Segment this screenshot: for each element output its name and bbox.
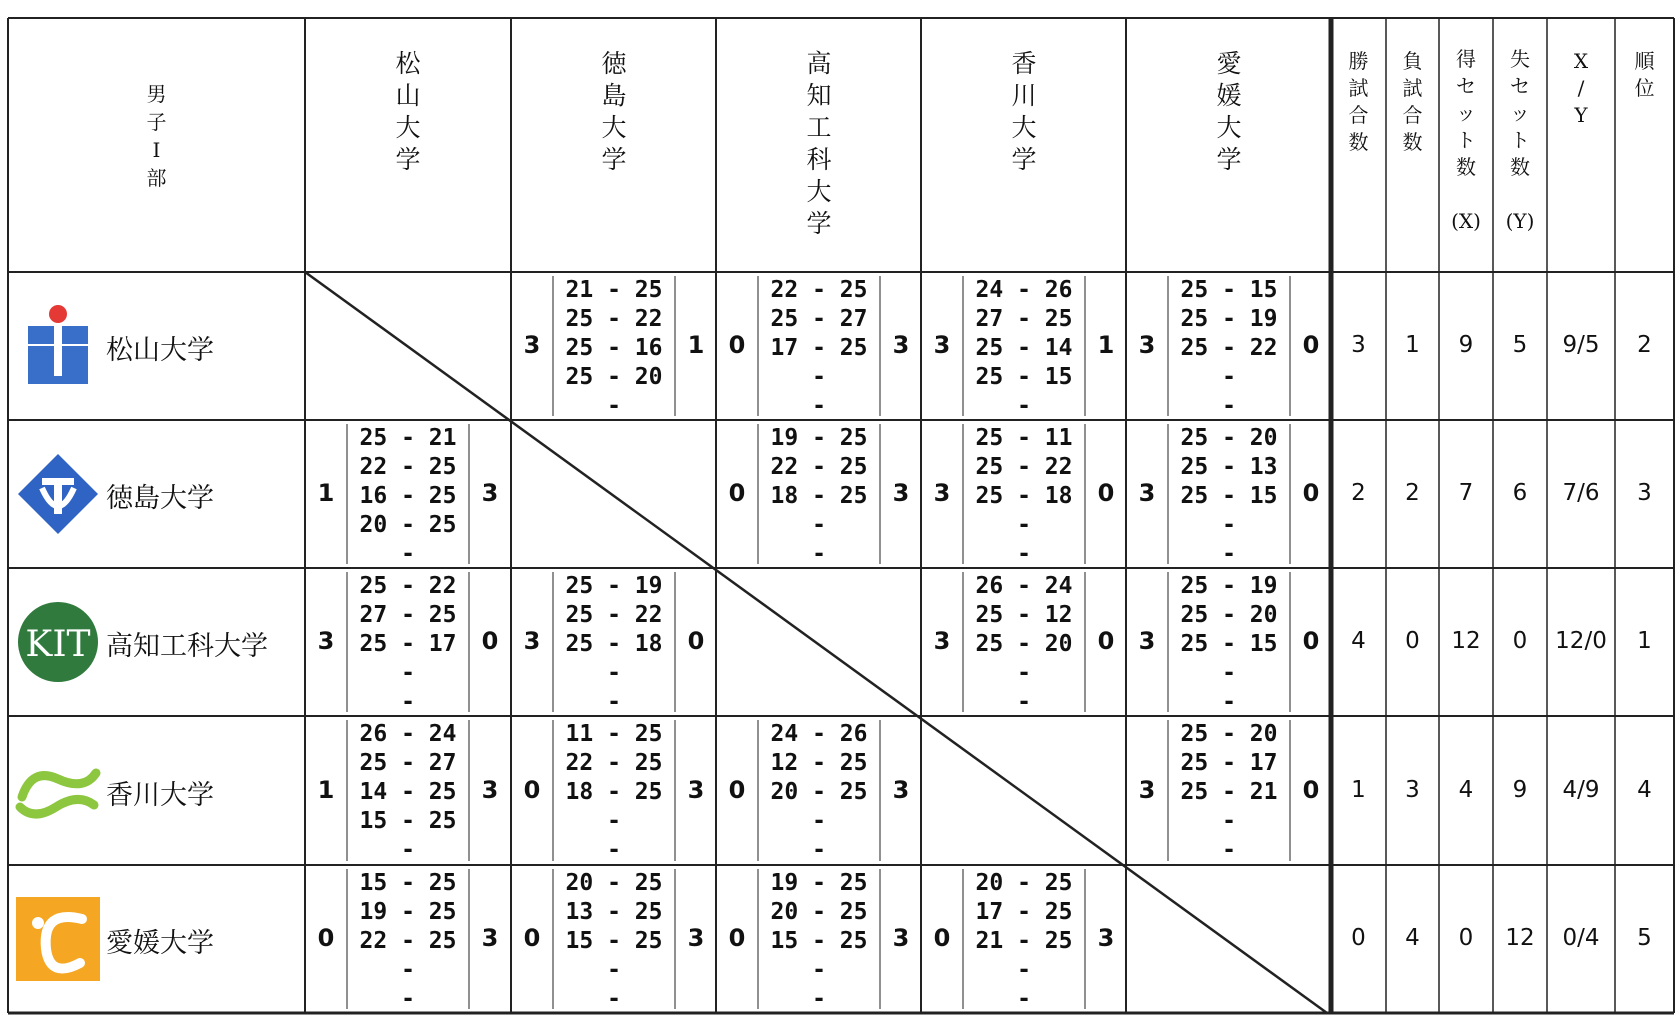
set-score: 25 - 22 <box>565 306 663 332</box>
score-right: 1 <box>1097 331 1115 359</box>
set-score: 25 - 13 <box>1180 454 1278 480</box>
set-score: 25 - 19 <box>1180 573 1278 599</box>
set-score: 25 - 19 <box>1180 306 1278 332</box>
set-score: 25 - 11 <box>975 425 1073 451</box>
score-left: 0 <box>933 924 951 952</box>
stat-value-5: 4 <box>1637 776 1652 803</box>
set-score: 12 - 25 <box>770 750 868 776</box>
stat-value-5: 3 <box>1637 480 1652 506</box>
set-score: 21 - 25 <box>975 928 1073 954</box>
score-left: 3 <box>933 479 951 507</box>
set-score: - <box>401 986 415 1012</box>
set-score: 26 - 24 <box>359 721 457 747</box>
set-score: - <box>1222 541 1236 567</box>
set-score: 17 - 25 <box>770 335 868 361</box>
set-score: 25 - 21 <box>359 425 457 451</box>
score-right: 3 <box>892 775 910 804</box>
set-score: 20 - 25 <box>975 870 1073 896</box>
set-score: 25 - 17 <box>359 631 457 657</box>
set-score: - <box>607 689 621 715</box>
set-score: 25 - 20 <box>1180 425 1278 451</box>
score-right: 0 <box>481 627 499 655</box>
set-score: - <box>812 837 826 863</box>
row-team-name: 徳島大学 <box>106 483 214 514</box>
score-left: 3 <box>317 627 335 655</box>
set-score: 27 - 25 <box>975 306 1073 332</box>
set-score: 21 - 25 <box>565 277 663 303</box>
score-right: 3 <box>481 775 499 804</box>
set-score: 20 - 25 <box>565 870 663 896</box>
stat-value-5: 1 <box>1637 628 1652 654</box>
set-score: 18 - 25 <box>770 483 868 509</box>
set-score: 22 - 25 <box>359 454 457 480</box>
stat-header-1: 負 試 合 数 <box>1402 49 1423 154</box>
set-score: - <box>1222 808 1236 834</box>
set-score: - <box>1017 512 1031 538</box>
set-score: - <box>1017 689 1031 715</box>
set-score: - <box>607 808 621 834</box>
set-score: 25 - 21 <box>1180 779 1278 805</box>
set-score: - <box>812 957 826 983</box>
score-left: 0 <box>728 331 746 359</box>
set-score: - <box>401 541 415 567</box>
score-right: 3 <box>481 924 499 952</box>
set-score: 15 - 25 <box>359 870 457 896</box>
score-left: 3 <box>1138 331 1156 359</box>
kochi-tech-logo <box>12 596 104 688</box>
set-score: 27 - 25 <box>359 602 457 628</box>
stat-value-2: 12 <box>1451 628 1481 654</box>
set-score: - <box>607 986 621 1012</box>
set-score: - <box>401 660 415 686</box>
set-score: - <box>1222 512 1236 538</box>
row-team-name: 高知工科大学 <box>106 631 268 662</box>
score-left: 0 <box>317 924 335 952</box>
stat-value-4: 9/5 <box>1562 332 1600 358</box>
set-score: - <box>1017 393 1031 419</box>
set-score: 25 - 16 <box>565 335 663 361</box>
stat-value-0: 4 <box>1351 628 1366 654</box>
set-score: 22 - 25 <box>770 277 868 303</box>
set-score: 19 - 25 <box>770 425 868 451</box>
score-right: 0 <box>1302 775 1320 804</box>
set-score: 25 - 17 <box>1180 750 1278 776</box>
set-score: 25 - 20 <box>975 631 1073 657</box>
division-label: 男 子 I 部 <box>146 82 167 190</box>
row-team-name: 香川大学 <box>106 779 214 811</box>
set-score: - <box>812 393 826 419</box>
column-header-4: 愛 媛 大 学 <box>1216 49 1242 174</box>
score-left: 0 <box>728 479 746 507</box>
set-score: 15 - 25 <box>770 928 868 954</box>
stat-value-2: 7 <box>1458 480 1474 506</box>
tokushima-logo <box>12 448 104 540</box>
set-score: 25 - 20 <box>1180 602 1278 628</box>
set-score: 14 - 25 <box>359 779 457 805</box>
set-score: 20 - 25 <box>770 899 868 925</box>
set-score: 19 - 25 <box>359 899 457 925</box>
set-score: 25 - 15 <box>1180 483 1278 509</box>
score-left: 0 <box>523 775 541 804</box>
set-score: 24 - 26 <box>770 721 868 747</box>
stat-value-0: 1 <box>1351 776 1366 803</box>
score-right: 0 <box>1302 479 1320 507</box>
set-score: 25 - 18 <box>565 631 663 657</box>
score-right: 3 <box>892 924 910 952</box>
stat-header-5: 順 位 <box>1634 49 1655 100</box>
stat-value-3: 9 <box>1512 776 1528 803</box>
matsuyama-logo <box>12 300 104 392</box>
set-score: 19 - 25 <box>770 870 868 896</box>
ehime-logo <box>12 893 104 985</box>
stat-value-3: 12 <box>1505 925 1535 951</box>
set-score: 25 - 27 <box>770 306 868 332</box>
score-right: 1 <box>687 331 705 359</box>
set-score: - <box>1017 660 1031 686</box>
score-right: 0 <box>1097 479 1115 507</box>
stat-value-1: 0 <box>1405 628 1420 654</box>
score-right: 3 <box>687 924 705 952</box>
set-score: 25 - 12 <box>975 602 1073 628</box>
set-score: 17 - 25 <box>975 899 1073 925</box>
set-score: 25 - 14 <box>975 335 1073 361</box>
set-score: 25 - 27 <box>359 750 457 776</box>
score-left: 0 <box>728 775 746 804</box>
set-score: 24 - 26 <box>975 277 1073 303</box>
set-score: - <box>607 837 621 863</box>
score-left: 0 <box>728 924 746 952</box>
set-score: 13 - 25 <box>565 899 663 925</box>
stat-value-0: 2 <box>1351 480 1366 506</box>
stat-value-4: 0/4 <box>1562 925 1600 951</box>
stat-value-3: 5 <box>1512 332 1528 358</box>
set-score: - <box>1222 393 1236 419</box>
set-score: - <box>607 393 621 419</box>
set-score: 15 - 25 <box>359 808 457 834</box>
stat-value-1: 4 <box>1405 925 1420 951</box>
set-score: 25 - 15 <box>975 364 1073 390</box>
column-header-2: 高 知 工 科 大 学 <box>806 49 832 238</box>
score-right: 3 <box>1097 924 1115 952</box>
score-left: 3 <box>1138 775 1156 804</box>
set-score: - <box>812 986 826 1012</box>
set-score: - <box>1222 660 1236 686</box>
set-score: 20 - 25 <box>770 779 868 805</box>
stat-header-0: 勝 試 合 数 <box>1348 49 1369 154</box>
column-header-1: 徳 島 大 学 <box>601 49 627 174</box>
set-score: - <box>1017 957 1031 983</box>
set-score: - <box>401 837 415 863</box>
kagawa-logo <box>12 745 104 837</box>
score-right: 0 <box>1302 627 1320 655</box>
stat-value-1: 3 <box>1405 776 1420 803</box>
stat-value-0: 0 <box>1351 925 1366 951</box>
set-score: - <box>812 364 826 390</box>
set-score: 25 - 20 <box>1180 721 1278 747</box>
set-score: - <box>1017 986 1031 1012</box>
score-right: 0 <box>1302 331 1320 359</box>
set-score: - <box>812 541 826 567</box>
set-score: 22 - 25 <box>770 454 868 480</box>
set-score: - <box>607 957 621 983</box>
stat-value-5: 2 <box>1637 332 1652 358</box>
set-score: 25 - 22 <box>1180 335 1278 361</box>
set-score: 25 - 22 <box>975 454 1073 480</box>
score-left: 3 <box>933 627 951 655</box>
set-score: 25 - 15 <box>1180 277 1278 303</box>
score-right: 3 <box>687 775 705 804</box>
set-score: 25 - 18 <box>975 483 1073 509</box>
stat-value-5: 5 <box>1637 925 1652 951</box>
set-score: - <box>812 512 826 538</box>
stat-header-2: 得 セ ッ ト 数 (X) <box>1451 47 1481 233</box>
score-left: 1 <box>317 479 335 507</box>
set-score: 26 - 24 <box>975 573 1073 599</box>
stat-value-4: 4/9 <box>1562 776 1600 803</box>
score-right: 3 <box>481 479 499 507</box>
row-team-name: 愛媛大学 <box>106 928 214 959</box>
stat-value-2: 0 <box>1458 925 1474 951</box>
set-score: 25 - 22 <box>359 573 457 599</box>
stat-header-4: X / Y <box>1573 49 1589 127</box>
set-score: - <box>401 689 415 715</box>
set-score: 22 - 25 <box>565 750 663 776</box>
stat-value-4: 7/6 <box>1562 480 1600 506</box>
set-score: - <box>1222 837 1236 863</box>
set-score: 22 - 25 <box>359 928 457 954</box>
score-right: 3 <box>892 479 910 507</box>
stat-value-1: 2 <box>1405 480 1420 506</box>
score-left: 3 <box>523 331 541 359</box>
score-right: 3 <box>892 331 910 359</box>
set-score: - <box>401 957 415 983</box>
stat-value-3: 0 <box>1512 628 1528 654</box>
set-score: 11 - 25 <box>565 721 663 747</box>
score-left: 3 <box>1138 627 1156 655</box>
set-score: 25 - 22 <box>565 602 663 628</box>
set-score: 25 - 15 <box>1180 631 1278 657</box>
stat-value-0: 3 <box>1351 332 1366 358</box>
set-score: - <box>1017 541 1031 567</box>
column-header-3: 香 川 大 学 <box>1011 49 1037 174</box>
set-score: 18 - 25 <box>565 779 663 805</box>
stat-value-4: 12/0 <box>1555 628 1607 654</box>
column-header-0: 松 山 大 学 <box>395 49 421 174</box>
set-score: - <box>812 808 826 834</box>
stat-header-3: 失 セ ッ ト 数 (Y) <box>1505 47 1535 233</box>
score-right: 0 <box>687 627 705 655</box>
score-right: 0 <box>1097 627 1115 655</box>
set-score: 15 - 25 <box>565 928 663 954</box>
score-left: 3 <box>1138 479 1156 507</box>
stat-value-2: 9 <box>1458 332 1474 358</box>
score-left: 1 <box>317 775 335 804</box>
stat-value-2: 4 <box>1458 776 1474 803</box>
set-score: 25 - 20 <box>565 364 663 390</box>
row-team-name: 松山大学 <box>106 335 214 366</box>
set-score: 20 - 25 <box>359 512 457 538</box>
score-left: 0 <box>523 924 541 952</box>
set-score: 16 - 25 <box>359 483 457 509</box>
score-left: 3 <box>523 627 541 655</box>
set-score: 25 - 19 <box>565 573 663 599</box>
stat-value-1: 1 <box>1405 332 1420 358</box>
stat-value-3: 6 <box>1512 480 1528 506</box>
score-left: 3 <box>933 331 951 359</box>
set-score: - <box>1222 364 1236 390</box>
set-score: - <box>1222 689 1236 715</box>
set-score: - <box>607 660 621 686</box>
svg-text:KIT: KIT <box>25 624 91 665</box>
